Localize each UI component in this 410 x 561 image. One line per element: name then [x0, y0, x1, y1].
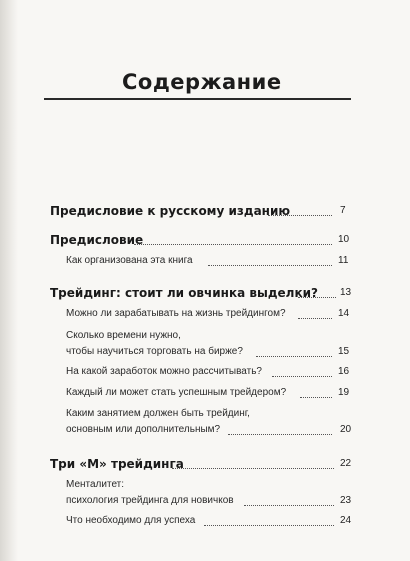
- toc-entry-living-from-trading[interactable]: [0, 306, 410, 322]
- toc-entry-label-line2: психология трейдинга для новичков: [66, 495, 234, 506]
- toc-entry-label: Трейдинг: стоит ли овчинка выделки?: [50, 286, 318, 300]
- dot-leader: [204, 525, 334, 526]
- dot-leader: [208, 265, 332, 266]
- toc-page-number: 7: [340, 205, 346, 216]
- toc-entry-trading-worth-it[interactable]: [0, 285, 410, 301]
- toc-entry-everyone-successful[interactable]: [0, 385, 410, 401]
- toc-entry-label: Предисловие к русскому изданию: [50, 204, 291, 218]
- toc-entry-label-line1: Менталитет:: [66, 479, 125, 490]
- toc-entry-three-m[interactable]: [0, 456, 410, 472]
- toc-entry-label-line1: Сколько времени нужно,: [66, 330, 181, 341]
- toc-entry-time-to-learn[interactable]: [0, 328, 410, 360]
- dot-leader: [256, 356, 332, 357]
- toc-page-number: 10: [338, 234, 350, 245]
- dot-leader: [298, 297, 336, 298]
- toc-entry-label: Три «М» трейдинга: [50, 457, 184, 471]
- toc-page-number: 14: [338, 308, 350, 319]
- toc-entry-label: Каждый ли может стать успешным трейдером?: [66, 387, 287, 398]
- toc-page-number: 22: [340, 458, 352, 469]
- toc-page-number: 15: [338, 346, 350, 357]
- toc-page-number: 23: [340, 495, 352, 506]
- toc-entry-foreword-russian[interactable]: [0, 203, 410, 219]
- toc-entry-foreword[interactable]: [0, 232, 410, 248]
- dot-leader: [244, 505, 334, 506]
- dot-leader: [300, 397, 332, 398]
- toc-entry-label-line1: Каким занятием должен быть трейдинг,: [66, 408, 250, 419]
- page-title: Содержание: [122, 70, 282, 94]
- toc-page-number: 13: [340, 287, 352, 298]
- dot-leader: [134, 244, 332, 245]
- toc-entry-label-line2: чтобы научиться торговать на бирже?: [66, 346, 243, 357]
- toc-entry-label-line2: основным или дополнительным?: [66, 424, 221, 435]
- toc-entry-label: Как организована эта книга: [66, 255, 193, 266]
- toc-entry-expected-earnings[interactable]: [0, 364, 410, 380]
- dot-leader: [272, 376, 332, 377]
- toc-entry-main-or-side[interactable]: [0, 406, 410, 438]
- toc-page-number: 24: [340, 515, 352, 526]
- toc-page-number: 19: [338, 387, 350, 398]
- toc-entry-label: Предисловие: [50, 233, 144, 247]
- dot-leader: [172, 468, 334, 469]
- toc-entry-success-needs[interactable]: [0, 513, 410, 529]
- toc-page-number: 20: [340, 424, 352, 435]
- dot-leader: [268, 215, 332, 216]
- dot-leader: [298, 318, 332, 319]
- toc-page-number: 11: [338, 255, 349, 266]
- dot-leader: [228, 434, 332, 435]
- toc-entry-label: Можно ли зарабатывать на жизнь трейдингом?: [66, 308, 286, 319]
- toc-entry-book-organization[interactable]: [0, 253, 410, 269]
- toc-page-number: 16: [338, 366, 350, 377]
- toc-entry-label: Что необходимо для успеха: [66, 515, 196, 526]
- toc-entry-label: На какой заработок можно рассчитывать?: [66, 366, 262, 377]
- toc-entry-mentality[interactable]: [0, 477, 410, 509]
